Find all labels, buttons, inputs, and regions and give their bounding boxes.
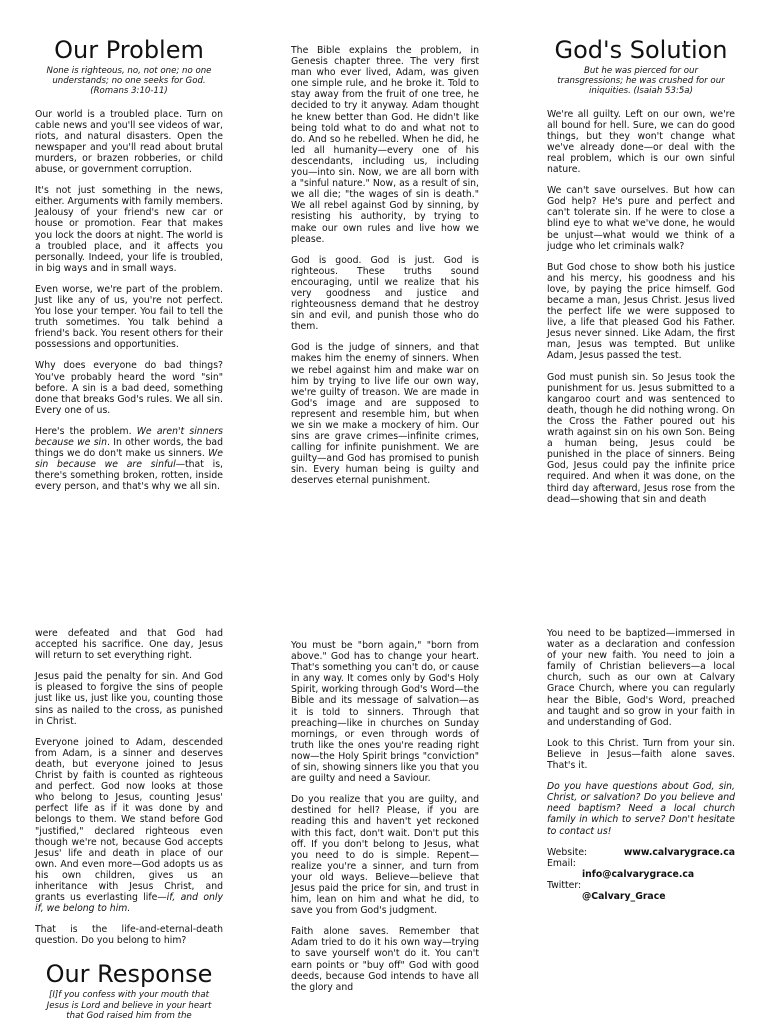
email-label: Email: (547, 857, 576, 869)
twitter-link[interactable]: @Calvary_Grace (582, 890, 666, 902)
paragraph (35, 737, 223, 915)
paragraph: Look to this Christ. Turn from your sin. Believe in Jesus—faith alone saves. That's it. (547, 737, 735, 772)
column-gods-solution (547, 36, 735, 512)
column-born-again (291, 640, 479, 1003)
paragraph: We can't save ourselves. But how can God help? He's pure and perfect and can't tolerate sin. If he were to close a blind eye to what we've done, he would be unjust—what would we think of a judge who let criminals walk? (547, 185, 735, 252)
paragraph: Faith alone saves. Remember that Adam tried to do it his own way—trying to save yourself won't do it. You can't earn points or "buy off" God with good deeds, because God intends to have all the glory and (291, 926, 479, 993)
contact-website-row (547, 847, 735, 858)
emphasis: We sin because we are sinful (35, 448, 223, 471)
heading-our-response: Our Response (45, 960, 213, 989)
page-bottom (0, 512, 768, 1024)
emphasis: We aren't sinners because we sin (35, 425, 223, 449)
paragraph: God is good. God is just. God is righteous. These truths sound encouraging, until we realize that his very goodness and justice and righteousness demand that he destroy sin and evil, and punish those who do them. (291, 254, 479, 333)
epigraph-romans-10: [I]f you confess with your mouth that Jesus is Lord and believe in your heart that God raised him from the (46, 990, 212, 1021)
website-label: Website: (547, 846, 588, 858)
text: Here's the problem. (35, 425, 137, 437)
column-next-steps (547, 628, 735, 902)
paragraph: Why does everyone do bad things? You've probably heard the word "sin" before. A sin is a bad deed, something done that breaks God's rules. We all sin. Every one of us. (35, 360, 223, 416)
paragraph: We're all guilty. Left on our own, we're all bound for hell. Sure, we can do good things, but they won't change what we've already done—or deal with the real problem, which is our own sinful nature. (547, 108, 735, 176)
paragraph: You need to be baptized—immersed in water as a declaration and confession of your new faith. You need to join a family of Christian believers—a local church, such as our own at Calvary Grace Church, where you can regularly hear the Bible, God's Word, preached and taught and so grow in your faith in and understanding of God. (547, 628, 735, 728)
paragraph (35, 426, 223, 493)
paragraph: Our world is a troubled place. Turn on cable news and you'll see videos of war, riots, and natural disasters. Open the newspaper and you'll read about brutal murders, or brazen robberies, or child abuse, or government corruption. (35, 108, 223, 176)
column-our-problem (35, 36, 223, 503)
heading-gods-solution: God's Solution (554, 36, 728, 64)
paragraph: Even worse, we're part of the problem. Just like any of us, you're not perfect. You lose your temper. You fail to tell the truth sometimes. You talk behind a friend's back. You resent others for their possessions and opportunities. (35, 283, 223, 351)
paragraph: That is the life-and-eternal-death question. Do you belong to him? (35, 924, 223, 947)
text: —that is, there's something broken, rotten, inside every person, and that's why we all sin. (35, 459, 223, 493)
column-adoption (35, 628, 223, 1024)
email-link[interactable]: info@calvarygrace.ca (582, 868, 695, 880)
column-bible-explains (291, 45, 479, 497)
paragraph: You must be "born again," "born from above." God has to change your heart. That's something you can't do, or cause in any way. It comes only by God's Holy Spirit, working through God's Word—the Bible and its message of salvation—as it is told to sinners. Through that preaching—like in churches on Sunday mornings, or even through words of truth like the ones you're reading right now—the Holy Spirit brings "conviction" of sin, showing sinners like you that you are guilty and need a Saviour. (291, 640, 479, 785)
paragraph: It's not just something in the news, either. Arguments with family members. Jealousy of your friend's new car or house or promotion. Fear that makes you lock the doors at night. The world is a troubled place, and it affects you personally. Indeed, your life is troubled, in big ways and in small ways. (35, 185, 223, 274)
text: . In other words, the bad things we do don't make us sinners. (35, 437, 223, 460)
paragraph: Do you realize that you are guilty, and destined for hell? Please, if you are reading this and haven't yet reckoned with this fact, don't wait. Don't put this off. If you don't belong to Jesus, what you need to do is simple. Repent—realize you're a sinner, and turn from your old ways. Believe—believe that Jesus paid the price for sin, and trust in him, lean on him and what he did, to save you from God's judgment. (291, 794, 479, 917)
epigraph-romans: None is righteous, no, not one; no one understands; no one seeks for God. (Romans 3:10-11) (46, 66, 212, 97)
epigraph-isaiah: But he was pierced for our transgressions; he was crushed for our iniquities. (Isaiah 53:5a) (557, 66, 725, 97)
paragraph: God must punish sin. So Jesus took the punishment for us. Jesus submitted to a kangaroo court and was sentenced to death, though he did nothing wrong. On the Cross the Father poured out his wrath against sin on his own Son. Being a human being, Jesus could be punished in the place of sinners. Being God, Jesus could pay the infinite price required. And when it was done, on the third day afterward, Jesus rose from the dead—showing that sin and death (547, 371, 735, 505)
website-link[interactable]: www.calvarygrace.ca (623, 846, 735, 858)
paragraph: God is the judge of sinners, and that makes him the enemy of sinners. When we rebel against him and make war on him by trying to live life our own way, we're guilty of treason. We are made in God's image and are supposed to represent and resemble him, but when we sin we make a mockery of him. Our sins are grave crimes—infinite crimes, calling for infinite punishment. We are guilty—and God has promised to punish sin. Every human being is guilty and deserves eternal punishment. (291, 342, 479, 487)
text: Everyone joined to Adam, descended from Adam, is a sinner and deserves death, but everyone joined to Jesus Christ by faith is counted as righteous and perfect. God now looks at those who belong to Jesus, counting Jesus' perfect life as if it was done by and belongs to them. We stand before God "justified," declared righteous even though we're not, because God accepts Jesus' life and death in place of our own. And even more—God adopts us as his own children, gives us an inheritance with Jesus Christ, and grants us everlasting life— (35, 736, 223, 904)
paragraph: were defeated and that God had accepted his sacrifice. One day, Jesus will return to set everything right. (35, 628, 223, 662)
twitter-label: Twitter: (547, 879, 582, 891)
paragraph: But God chose to show both his justice and his mercy, his goodness and his love, by paying the price himself. God became a man, Jesus Christ. Jesus lived the perfect life we were supposed to live, a life that pleased God his Father. Jesus never sinned. Like Adam, the first man, Jesus was tempted. But unlike Adam, Jesus passed the test. (547, 261, 735, 362)
paragraph: Jesus paid the penalty for sin. And God is pleased to forgive the sins of people just like us, just like you, counting those sins as nailed to the cross, as punished in Christ. (35, 671, 223, 727)
heading-our-problem: Our Problem (54, 36, 204, 64)
emphasis: if, and only if, we belong to him. (35, 892, 223, 915)
invite-paragraph: Do you have questions about God, sin, Christ, or salvation? Do you believe and need baptism? Need a local church family in which to serve? Don't hesitate to contact us! (547, 781, 735, 837)
paragraph: The Bible explains the problem, in Genesis chapter three. The very first man who ever lived, Adam, was given one simple rule, and he broke it. Told to stay away from the fruit of one tree, he decided to try it anyway. Adam thought he knew better than God. He didn't like being told what to do and what not to do. And so he rebelled. When he did, he led all humanity—every one of his descendants, including us, including you—into sin. Now, we are all born with a "sinful nature." Now, as a result of sin, we all die; "the wages of sin is death." We all rebel against God by sinning, by resisting his authority, by trying to make our own rules and live how we please. (291, 45, 479, 245)
